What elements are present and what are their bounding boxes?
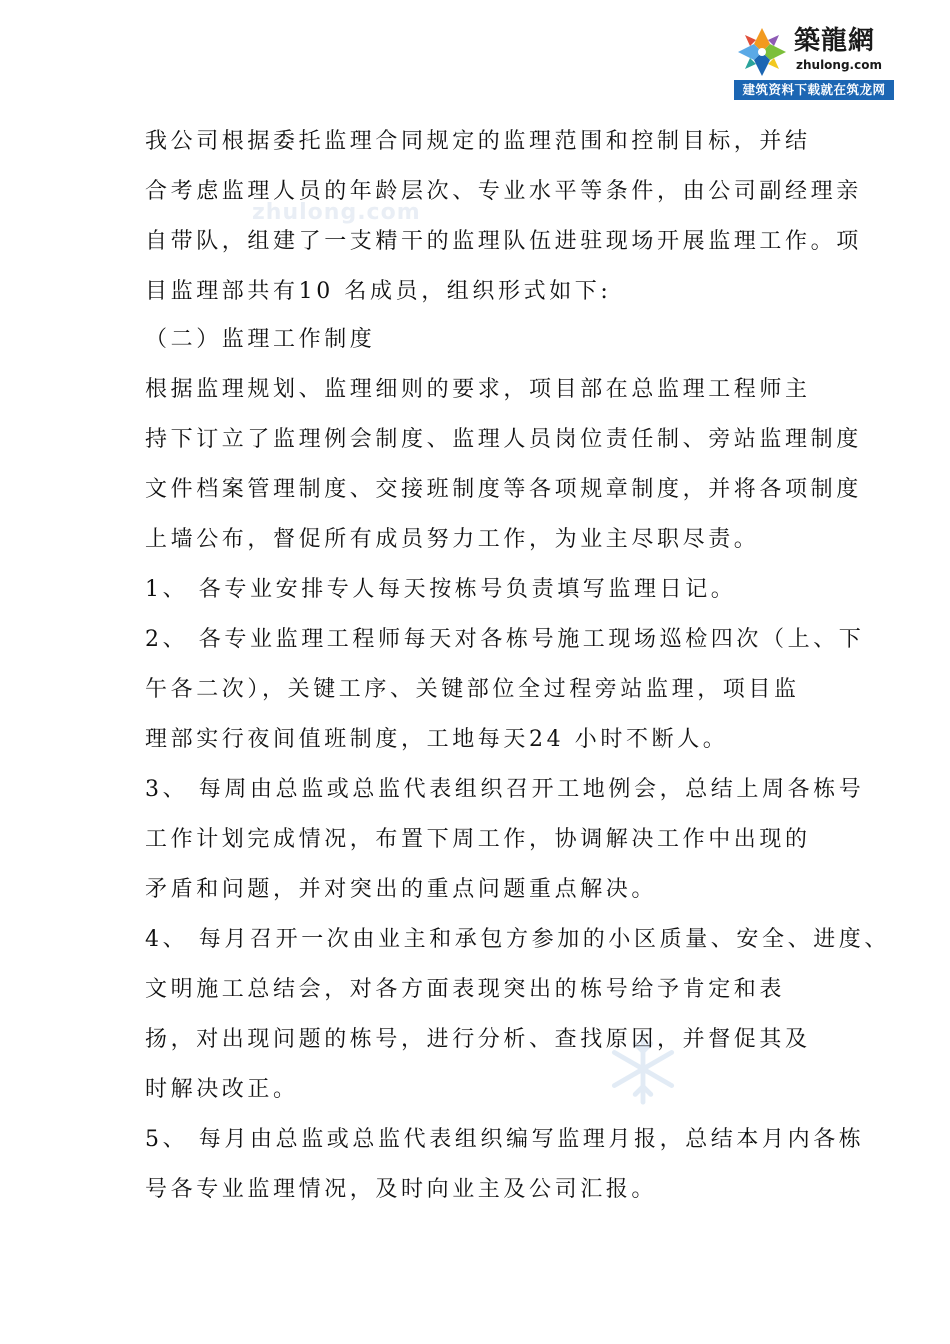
text-line: 理部实行夜间值班制度，工地每天24 小时不断人。 xyxy=(145,727,729,752)
text-line: 文件档案管理制度、交接班制度等各项规章制度，并将各项制度 xyxy=(145,477,862,502)
section-heading: （二）监理工作制度 xyxy=(145,327,376,352)
text-line: 扬，对出现问题的栋号，进行分析、查找原因，并督促其及 xyxy=(145,1027,811,1052)
text-line: 矛盾和问题，并对突出的重点问题重点解决。 xyxy=(145,877,658,902)
logo-domain: zhulong.com xyxy=(796,58,882,72)
list-item: 4、 每月召开一次由业主和承包方参加的小区质量、安全、进度、 xyxy=(145,927,890,952)
logo-slogan: 建筑资料下载就在筑龙网 xyxy=(734,80,894,100)
text-line: 目监理部共有10 名成员，组织形式如下: xyxy=(145,279,612,304)
text-line: 上墙公布，督促所有成员努力工作，为业主尽职尽责。 xyxy=(145,527,760,552)
text-line: 午各二次），关键工序、关键部位全过程旁站监理，项目监 xyxy=(145,677,800,702)
text-line: 合考虑监理人员的年龄层次、专业水平等条件，由公司副经理亲 xyxy=(145,179,862,204)
text-line: 文明施工总结会，对各方面表现突出的栋号给予肯定和表 xyxy=(145,977,786,1002)
watermark-text: zhulong.com xyxy=(252,200,421,225)
text-line: 时解决改正。 xyxy=(145,1077,299,1102)
text-line: 我公司根据委托监理合同规定的监理范围和控制目标，并结 xyxy=(145,129,811,154)
text-line: 自带队，组建了一支精干的监理队伍进驻现场开展监理工作。项 xyxy=(145,229,862,254)
text-line: 工作计划完成情况，布置下周工作，协调解决工作中出现的 xyxy=(145,827,811,852)
text-line: 号各专业监理情况，及时向业主及公司汇报。 xyxy=(145,1177,658,1202)
list-item: 1、 各专业安排专人每天按栋号负责填写监理日记。 xyxy=(145,577,737,602)
list-item: 2、 各专业监理工程师每天对各栋号施工现场巡检四次（上、下 xyxy=(145,627,865,652)
list-item: 3、 每周由总监或总监代表组织召开工地例会，总结上周各栋号 xyxy=(145,777,865,802)
logo-brand: 築龍網 xyxy=(794,26,876,56)
list-item: 5、 每月由总监或总监代表组织编写监理月报，总结本月内各栋 xyxy=(145,1127,865,1152)
text-line: 持下订立了监理例会制度、监理人员岗位责任制、旁站监理制度 xyxy=(145,427,862,452)
text-line: 根据监理规划、监理细则的要求，项目部在总监理工程师主 xyxy=(145,377,811,402)
